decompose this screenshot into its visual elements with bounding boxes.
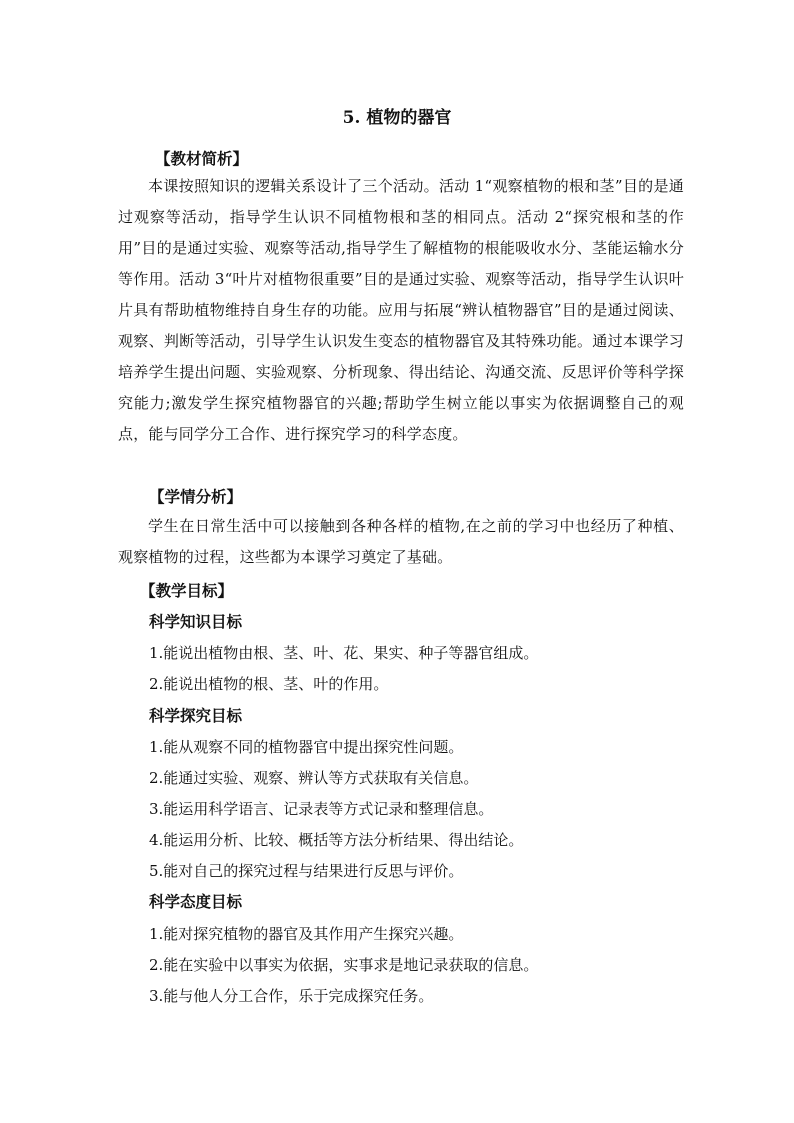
list-item: 1.能从观察不同的植物器官中提出探究性问题。 (149, 738, 464, 756)
list-item: 2.能在实验中以事实为依据，实事求是地记录获取的信息。 (149, 956, 539, 974)
subheading-knowledge: 科学知识目标 (149, 612, 243, 631)
list-item: 3.能运用科学语言、记录表等方式记录和整理信息。 (149, 800, 494, 818)
list-item: 1.能说出植物由根、茎、叶、花、果实、种子等器官组成。 (149, 644, 539, 662)
paragraph-material: 本课按照知识的逻辑关系设计了三个活动。活动 1“观察植物的根和茎”目的是通过观察等活动，指导学生认识不同植物根和茎的相同点。活动 2“探究根和茎的作用”目的是通过实验、观察等活动,指导学生了解植物的根能吸收水分、茎能运输水分等作用。活动 3“叶片对植物很重要”目的是通过实验、观察等活动，指导学生认识叶片具有帮助植物维持自身生存的功能。应用与拓展“辨认植物器官”目的是通过阅读、观察、判断等活动，引导学生认识发生变态的植物器官及其特殊功能。通过本课学习培养学生提出问题、实验观察、分析现象、得出结论、沟通交流、反思评价等科学探究能力;激发学生探究植物器官的兴趣;帮助学生树立能以事实为依据调整自己的观点，能与同学分工合作、进行探究学习的科学态度。 (118, 177, 684, 443)
list-item: 1.能对探究植物的器官及其作用产生探究兴趣。 (149, 925, 464, 943)
section-heading-goals: 【教学目标】 (140, 581, 234, 600)
section-heading-material: 【教材简析】 (155, 149, 249, 168)
list-item: 5.能对自己的探究过程与结果进行反思与评价。 (149, 862, 464, 880)
paragraph-learner: 学生在日常生活中可以接触到各种各样的植物,在之前的学习中也经历了种植、观察植物的过程，这些都为本课学习奠定了基础。 (118, 517, 684, 566)
list-item: 4.能运用分析、比较、概括等方法分析结果、得出结论。 (149, 831, 524, 849)
list-item: 2.能说出植物的根、茎、叶的作用。 (149, 675, 389, 693)
section-heading-learner: 【学情分析】 (149, 487, 243, 506)
list-item: 3.能与他人分工合作，乐于完成探究任务。 (149, 987, 434, 1005)
subheading-inquiry: 科学探究目标 (149, 706, 243, 725)
list-item: 2.能通过实验、观察、辨认等方式获取有关信息。 (149, 769, 479, 787)
page-title: 5. 植物的器官 (342, 108, 452, 128)
subheading-attitude: 科学态度目标 (149, 892, 243, 911)
